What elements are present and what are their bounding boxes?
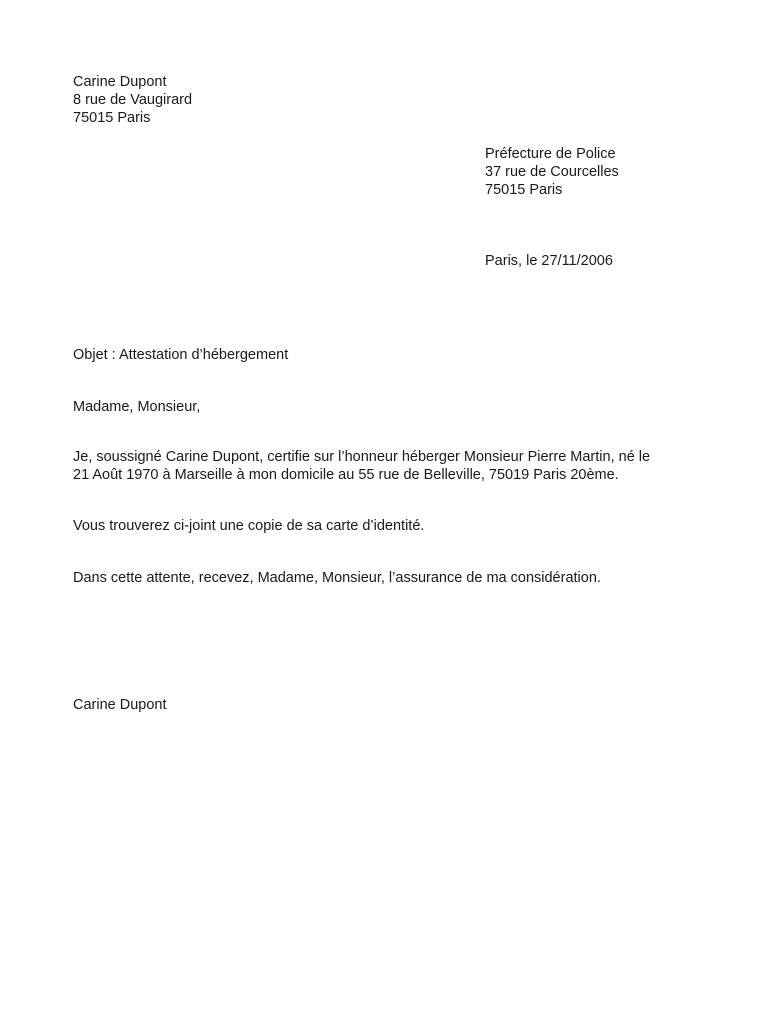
body-paragraph-1	[73, 448, 650, 484]
sender-city: 75015 Paris	[73, 110, 151, 126]
letter-signature	[73, 696, 167, 714]
sender-street: 8 rue de Vaugirard	[73, 92, 193, 108]
date-text: Paris, le 27/11/2006	[485, 253, 613, 269]
paragraph-1-line-1: Je, soussigné Carine Dupont, certifie sur l’honneur héberger Monsieur Pierre Martin, né le	[73, 449, 651, 465]
body-paragraph-2	[73, 517, 424, 535]
paragraph-2-text: Vous trouverez ci-joint une copie de sa carte d’identité.	[73, 518, 425, 534]
letter-salutation	[73, 398, 200, 416]
letter-subject	[73, 346, 288, 364]
sender-address	[73, 73, 192, 127]
sender-name: Carine Dupont	[73, 74, 167, 90]
recipient-name: Préfecture de Police	[485, 146, 616, 162]
paragraph-1-line-2: 21 Août 1970 à Marseille à mon domicile au 55 rue de Belleville, 75019 Paris 20ème.	[73, 467, 619, 483]
signature-name: Carine Dupont	[73, 697, 167, 713]
recipient-address	[485, 145, 619, 199]
body-paragraph-3	[73, 569, 601, 587]
recipient-street: 37 rue de Courcelles	[485, 164, 619, 180]
subject-text: Objet : Attestation d’hébergement	[73, 347, 289, 363]
salutation-text: Madame, Monsieur,	[73, 399, 201, 415]
paragraph-3-text: Dans cette attente, recevez, Madame, Monsieur, l’assurance de ma considération.	[73, 570, 601, 586]
letter-date	[485, 252, 613, 270]
recipient-city: 75015 Paris	[485, 182, 563, 198]
